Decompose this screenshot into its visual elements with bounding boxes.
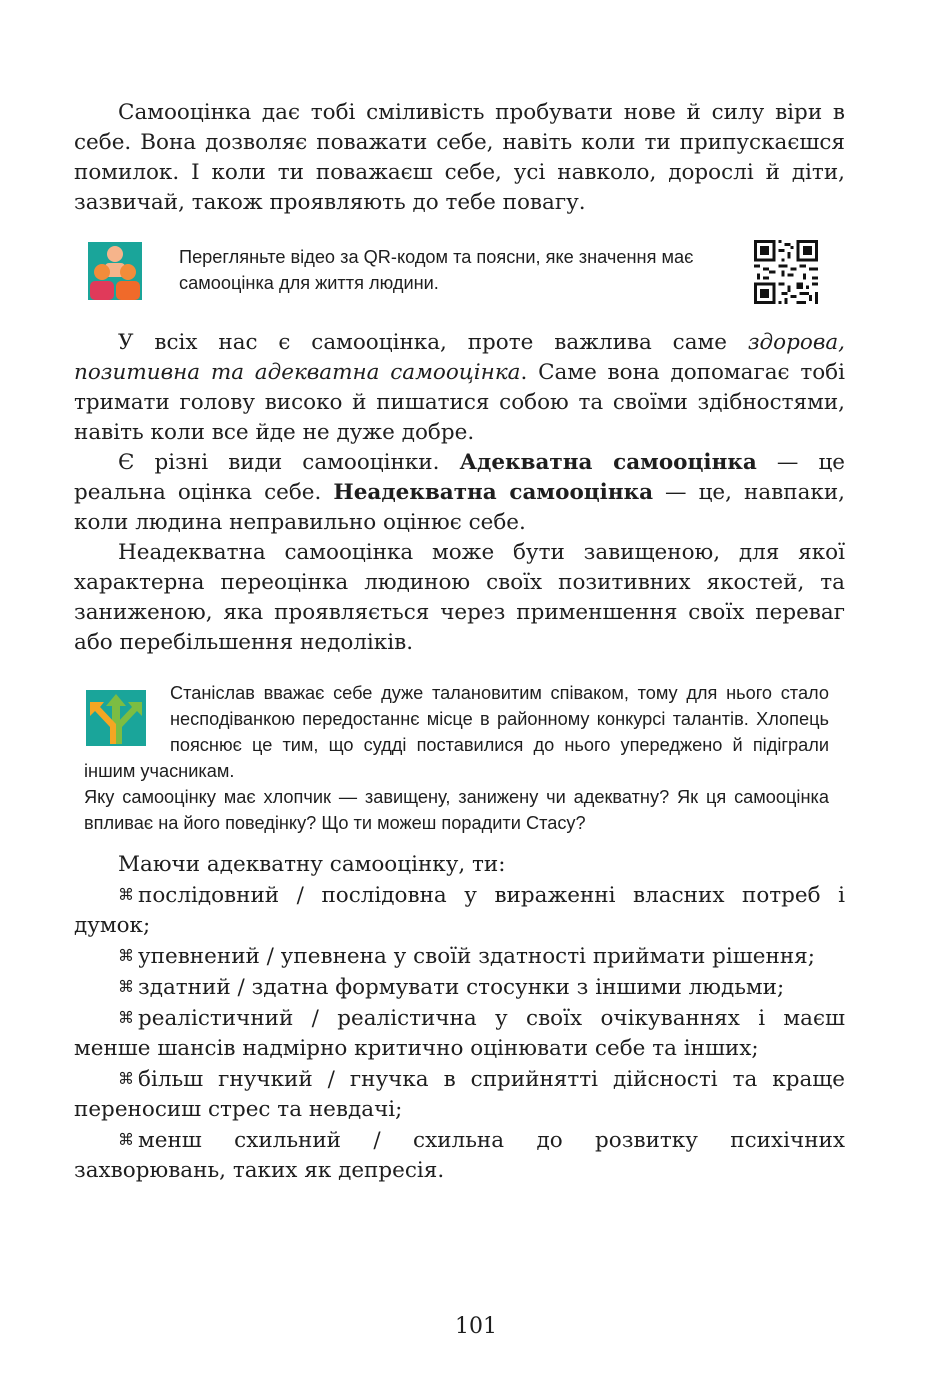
star-bullet-icon: ⌘ bbox=[118, 946, 134, 965]
page-number: 101 bbox=[455, 1314, 497, 1339]
case-task-block bbox=[74, 680, 845, 836]
list-item: ⌘ здатний / здатна формувати стосунки з іншими людьми; bbox=[118, 975, 785, 1000]
star-bullet-icon: ⌘ bbox=[118, 885, 134, 904]
paragraph-inadequate: Неадекватна самооцінка може бути завищеною, для якої характерна переоцінка людиною своїх позитивних якостей, та заниженою, яка проявляється через применшення своїх переваг або перебільшення недоліків. bbox=[74, 540, 845, 655]
paragraph-types: Є різні види самооцінки. Адекватна самооцінка — це реальна оцінка себе. Неадекватна самооцінка — це, навпаки, коли людина неправильно оцінює себе. bbox=[74, 450, 846, 535]
qr-code-icon[interactable] bbox=[754, 240, 818, 304]
star-bullet-icon: ⌘ bbox=[118, 977, 134, 996]
list-item: ⌘ більш гнучкий / гнучка в сприйнятті дійсності та краще переносиш стрес та невдачі; bbox=[74, 1067, 845, 1122]
arrows-choice-icon bbox=[86, 690, 146, 746]
paragraph-healthy-self-esteem: У всіх нас є самооцінка, проте важлива саме здорова, позитивна та адекватна самооцінка. Саме вона допомагає тобі тримати голову високо й пишатися собою та своїми здібностями, навіть коли все йде не дуже добре. bbox=[74, 330, 845, 445]
video-task-block bbox=[74, 240, 845, 306]
video-task-text: Перегляньте відео за QR-кодом та поясни, яке значення має самооцінка для життя людини. bbox=[179, 247, 694, 293]
list-item: ⌘ упевнений / упевнена у своїй здатності приймати рішення; bbox=[118, 944, 815, 969]
page-content bbox=[74, 98, 845, 1186]
list-item: ⌘ менш схильний / схильна до розвитку психічних захворювань, таких як депресія. bbox=[74, 1128, 845, 1183]
list-item: ⌘ реалістичний / реалістична у своїх очікуваннях і маєш менше шансів надмірно критично оцінювати себе та інших; bbox=[74, 1006, 845, 1061]
case-task-story: Станіслав вважає себе дуже талановитим співаком, тому для нього стало несподіванкою передостаннє місце в районному конкурсі талантів. Хлопець пояснює це тим, що судді поставилися до нього упереджено й підіграли іншим учасникам. bbox=[84, 683, 829, 781]
list-item: ⌘ послідовний / послідовна у вираженні власних потреб і думок; bbox=[74, 883, 845, 938]
adequate-self-esteem-list bbox=[74, 850, 845, 1186]
case-task-question: Яку самооцінку має хлопчик — завищену, занижену чи адекватну? Як ця самооцінка впливає на його поведінку? Що ти можеш порадити Стасу? bbox=[84, 787, 829, 833]
list-intro: Маючи адекватну самооцінку, ти: bbox=[118, 852, 506, 877]
group-people-icon bbox=[88, 242, 142, 300]
star-bullet-icon: ⌘ bbox=[118, 1130, 134, 1149]
star-bullet-icon: ⌘ bbox=[118, 1069, 134, 1088]
paragraph-intro: Самооцінка дає тобі сміливість пробувати нове й силу віри в себе. Вона дозволяє поважати себе, навіть коли ти припускаєшся помилок. І коли ти поважаєш себе, усі навколо, дорослі й діти, зазвичай, також проявляють до тебе повагу. bbox=[74, 100, 845, 215]
star-bullet-icon: ⌘ bbox=[118, 1008, 134, 1027]
